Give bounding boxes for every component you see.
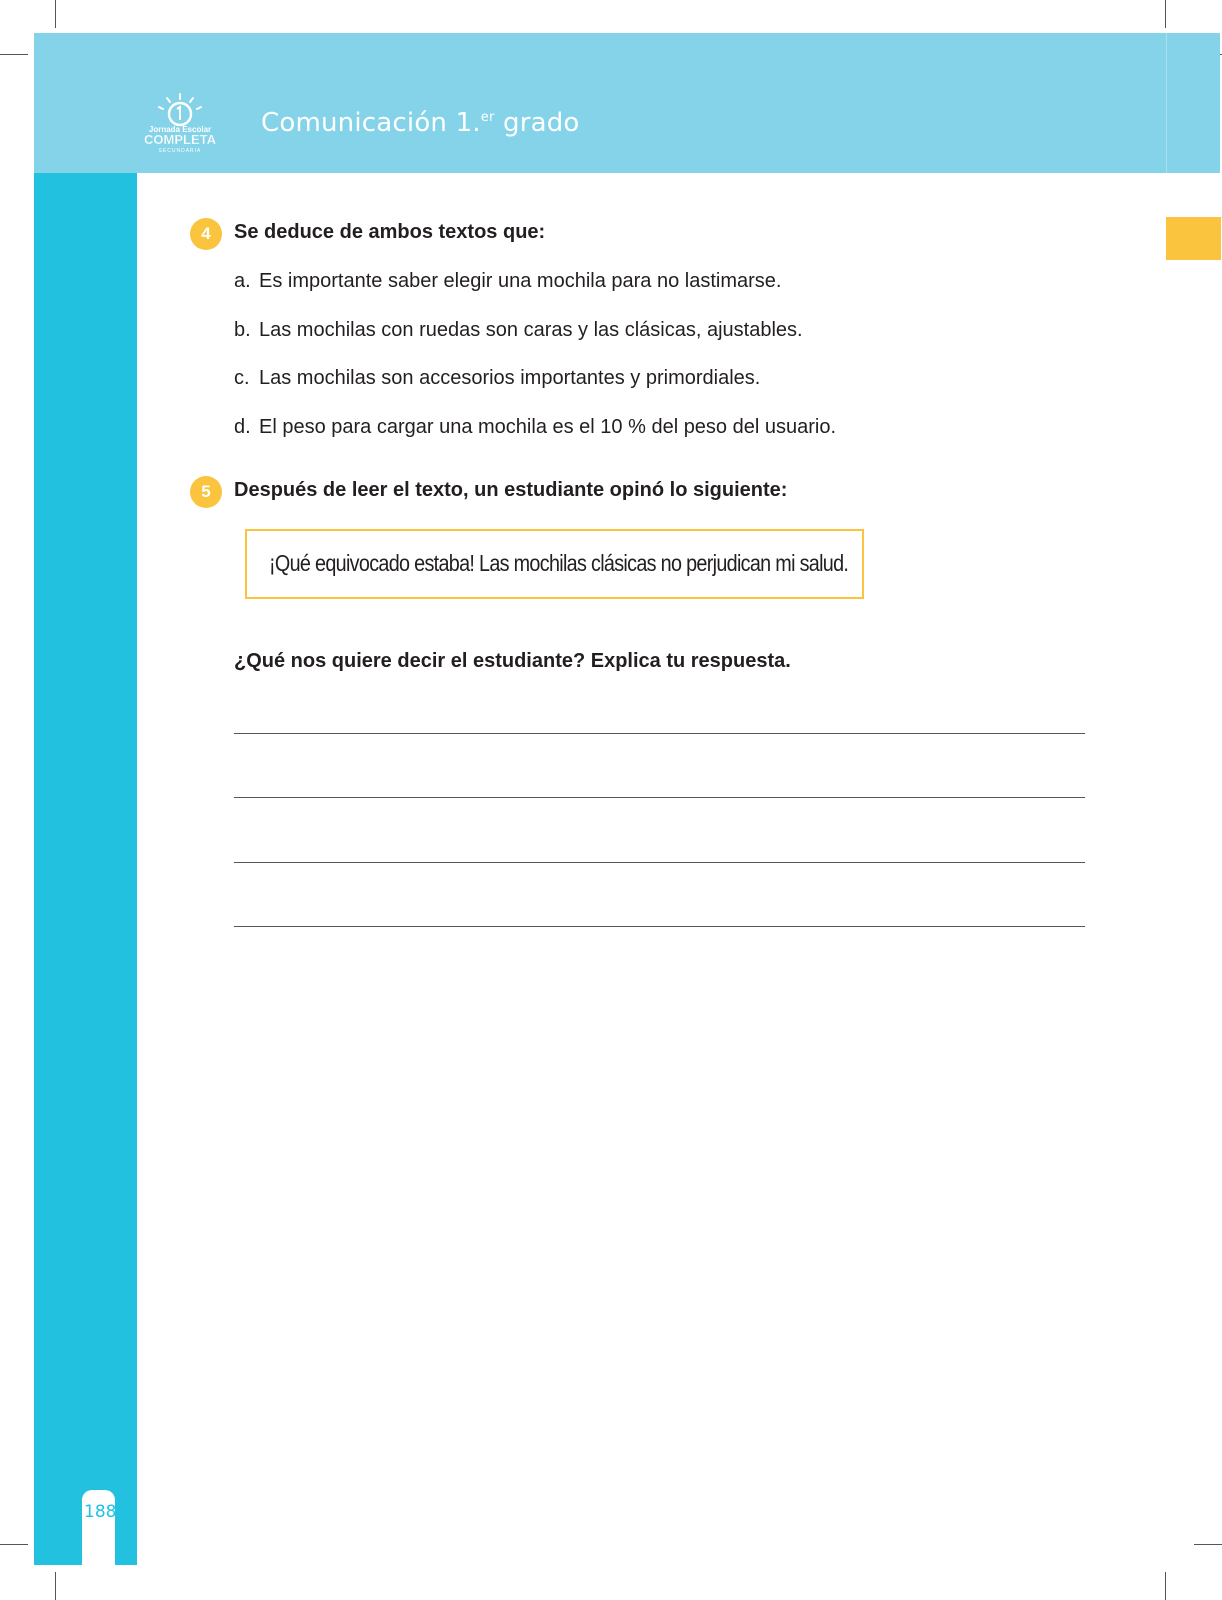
option-text: Las mochilas son accesorios importantes y primordiales. (259, 367, 761, 389)
logo-line3: SECUNDARIA (158, 148, 202, 154)
crop-mark (1165, 1572, 1166, 1600)
crop-mark (1165, 0, 1166, 28)
question-number-badge: 5 (190, 476, 222, 508)
crop-mark (0, 54, 28, 55)
option-text: El peso para cargar una mochila es el 10 % del peso del usuario. (259, 416, 837, 438)
sun-book-logo-icon (140, 92, 220, 156)
option-text: Las mochilas con ruedas son caras y las clásicas, ajustables. (259, 319, 803, 341)
option-c (234, 367, 760, 390)
option-letter: a. (234, 270, 251, 292)
answer-line[interactable] (234, 862, 1085, 863)
title-main: Comunicación 1. (261, 108, 481, 138)
answer-line[interactable] (234, 926, 1085, 927)
option-d (234, 416, 836, 439)
student-quote: ¡Qué equivocado estaba! Las mochilas clásicas no perjudican mi salud. (269, 550, 849, 576)
left-sidebar-band (34, 173, 137, 1565)
crop-mark (55, 0, 56, 28)
crop-mark (55, 1572, 56, 1600)
page-title (261, 108, 580, 138)
answer-line[interactable] (234, 733, 1085, 734)
section-marker-tab (1166, 217, 1221, 260)
crop-mark (0, 1544, 28, 1545)
option-b (234, 319, 803, 342)
option-letter: d. (234, 416, 251, 438)
logo-line1: Jornada Escolar (148, 125, 212, 134)
crop-mark (1194, 1544, 1222, 1545)
student-quote-box (245, 529, 864, 599)
logo-line2: COMPLETA (144, 132, 216, 147)
question-prompt: Se deduce de ambos textos que: (234, 221, 546, 243)
answer-line[interactable] (234, 797, 1085, 798)
option-letter: c. (234, 367, 250, 389)
page-number: 188 (84, 1502, 117, 1522)
title-superscript: er (480, 110, 495, 125)
option-a (234, 270, 781, 293)
option-text: Es importante saber elegir una mochila para no lastimarse. (259, 270, 782, 292)
question-number-badge: 4 (190, 218, 222, 250)
followup-question: ¿Qué nos quiere decir el estudiante? Explica tu respuesta. (234, 650, 791, 672)
question-prompt: Después de leer el texto, un estudiante opinó lo siguiente: (234, 479, 788, 501)
title-end: grado (494, 108, 580, 138)
option-letter: b. (234, 319, 251, 341)
header-edge-strip (1166, 33, 1220, 173)
